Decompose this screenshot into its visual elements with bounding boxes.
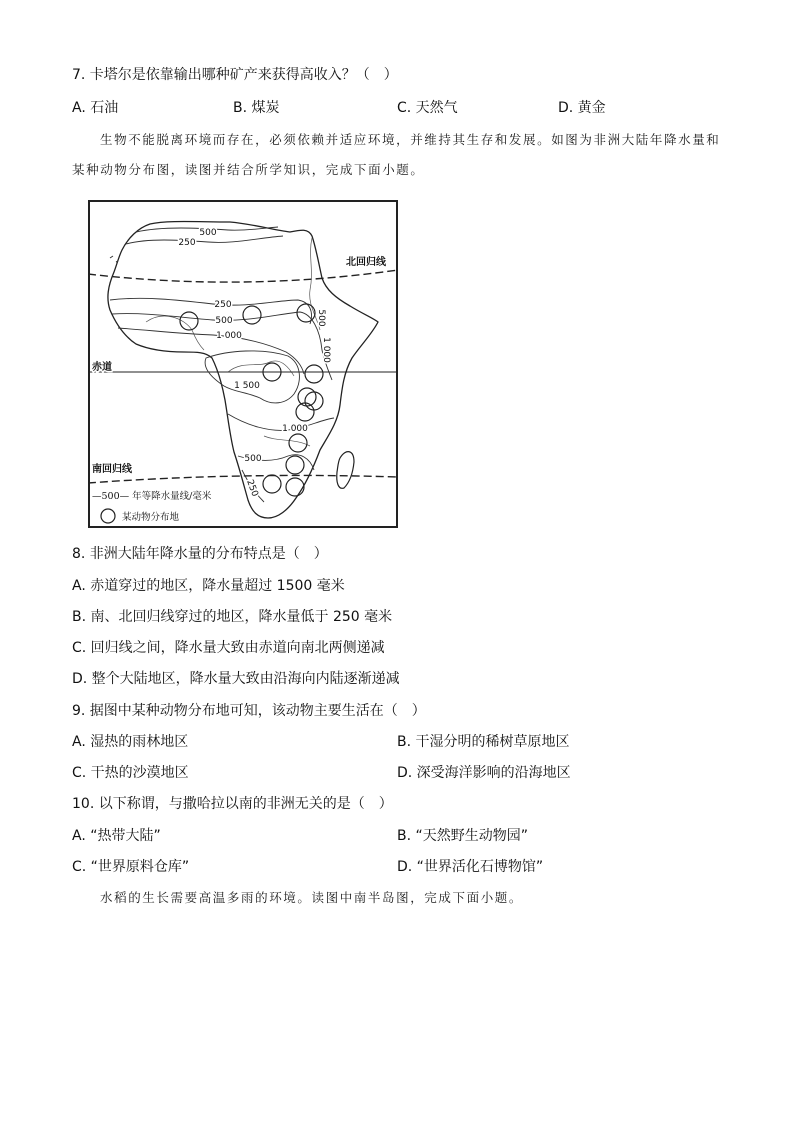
isoline-label-south-250: 250 [244,478,260,499]
africa-precipitation-map [88,200,398,528]
q9-stem: 9. 据图中某种动物分布地可知，该动物主要生活在（ ） [72,703,426,719]
q7-option-b: B. 煤炭 [233,100,280,116]
isoline-label-north-250: 250 [178,238,196,248]
q10-option-d: D. “世界活化石博物馆” [397,859,544,875]
isoline-label-north-500: 500 [199,228,217,238]
q9-option-d: D. 深受海洋影响的沿海地区 [397,765,571,781]
q7-option-d: D. 黄金 [558,100,606,116]
legend-animal-text: 某动物分布地 [122,512,180,523]
isoline-label-east-500: 500 [316,309,326,327]
q8-option-a: A. 赤道穿过的地区，降水量超过 1500 毫米 [72,578,345,594]
q8-stem: 8. 非洲大陆年降水量的分布特点是（ ） [72,546,328,562]
q10-option-a: A. “热带大陆” [72,828,161,844]
q9-option-c: C. 干热的沙漠地区 [72,765,189,781]
passage2: 水稻的生长需要高温多雨的环境。读图中南半岛图，完成下面小题。 [100,890,524,905]
isoline-label-south-1000: 1 000 [282,424,308,434]
q8-option-c: C. 回归线之间，降水量大致由赤道向南北两侧递减 [72,640,385,656]
q10-stem: 10. 以下称谓，与撒哈拉以南的非洲无关的是（ ） [72,796,393,812]
passage1-line1: 生物不能脱离环境而存在，必须依赖并适应环境，并维持其生存和发展。如图为非洲大陆年降水量和 [100,132,721,147]
q9-option-b: B. 干湿分明的稀树草原地区 [397,734,570,750]
isoline-label-east-1000: 1 000 [321,337,331,363]
isoline-label-sahel-1000: 1 000 [216,331,242,341]
isoline-label-south-500: 500 [244,454,262,464]
tropic-of-cancer-label: 北回归线 [346,257,386,268]
q8-option-b: B. 南、北回归线穿过的地区，降水量低于 250 毫米 [72,609,393,625]
tropic-of-capricorn-label: 南回归线 [92,464,132,475]
equator-label: 赤道 [92,362,112,373]
q8-option-d: D. 整个大陆地区，降水量大致由沿海向内陆逐渐递减 [72,671,400,687]
q9-option-a: A. 湿热的雨林地区 [72,734,189,750]
q7-option-c: C. 天然气 [397,100,458,116]
isoline-label-sahel-250: 250 [214,300,232,310]
q10-option-c: C. “世界原料仓库” [72,859,190,875]
legend-isoline-text: —500— 年等降水量线/毫米 [92,491,212,502]
passage1-line2: 某种动物分布图，读图并结合所学知识，完成下面小题。 [72,162,425,177]
q10-option-b: B. “天然野生动物园” [397,828,529,844]
map-svg [88,200,398,528]
q7-option-a: A. 石油 [72,100,119,116]
isoline-label-central-1500: 1 500 [234,381,260,391]
q7-stem: 7. 卡塔尔是依靠输出哪种矿产来获得高收入？（ ） [72,67,398,83]
isoline-label-sahel-500: 500 [215,316,233,326]
